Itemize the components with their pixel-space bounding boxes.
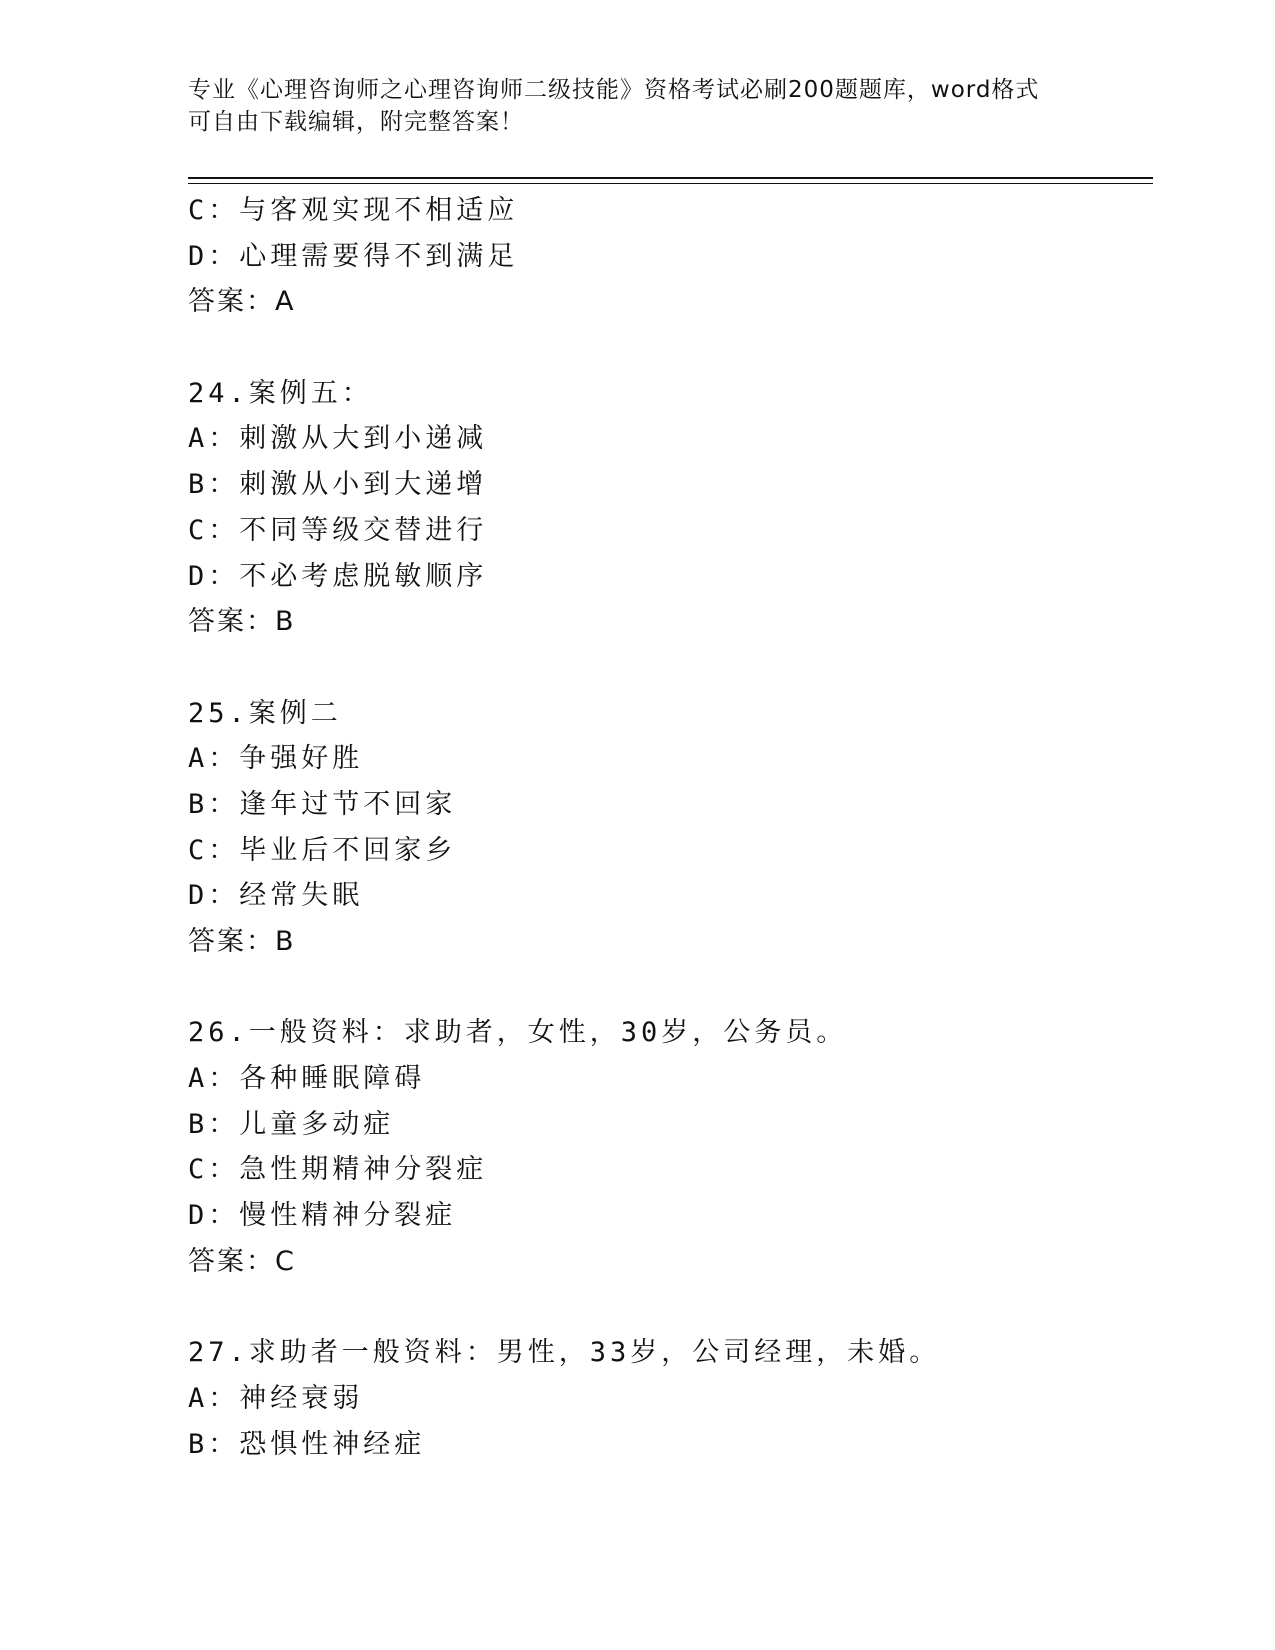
option-d: D：慢性精神分裂症 <box>188 1200 457 1232</box>
question-text: 25.案例二 <box>188 697 342 729</box>
question-block-26 <box>188 1010 1148 1284</box>
header-title-line-2: 可自由下载编辑，附完整答案！ <box>188 109 524 135</box>
header-title-line-1: 专业《心理咨询师之心理咨询师二级技能》资格考试必刷200题题库，word格式 <box>188 77 1040 103</box>
option-a: A：争强好胜 <box>188 743 364 775</box>
question-text: 27.求助者一般资料：男性，33岁，公司经理，未婚。 <box>188 1337 941 1369</box>
spacer <box>188 965 1148 1011</box>
answer-line: 答案：A <box>188 286 296 318</box>
answer-line: 答案：B <box>188 606 296 638</box>
spacer <box>188 325 1148 371</box>
header-divider-thick <box>188 177 1153 179</box>
question-text: 24.案例五： <box>188 377 373 409</box>
option-d: D：心理需要得不到满足 <box>188 240 519 272</box>
header-divider-thin <box>188 183 1153 184</box>
spacer <box>188 645 1148 691</box>
option-c: C：不同等级交替进行 <box>188 514 488 546</box>
question-list <box>188 188 1148 1467</box>
question-text: 26.一般资料：求助者，女性，30岁，公务员。 <box>188 1017 848 1049</box>
option-d: D：经常失眠 <box>188 880 364 912</box>
option-d: D：不必考虑脱敏顺序 <box>188 560 488 592</box>
option-b: B：儿童多动症 <box>188 1108 395 1140</box>
question-block-27 <box>188 1330 1148 1467</box>
document-header <box>188 74 1088 138</box>
option-c: C：急性期精神分裂症 <box>188 1154 488 1186</box>
question-block-23 <box>188 188 1148 325</box>
option-a: A：神经衰弱 <box>188 1382 364 1414</box>
option-b: B：刺激从小到大递增 <box>188 469 488 501</box>
option-a: A：刺激从大到小递减 <box>188 423 488 455</box>
answer-line: 答案：B <box>188 926 296 957</box>
option-b: B：逢年过节不回家 <box>188 788 457 820</box>
option-c: C：毕业后不回家乡 <box>188 834 457 866</box>
option-b: B：恐惧性神经症 <box>188 1428 426 1460</box>
option-c: C：与客观实现不相适应 <box>188 195 519 226</box>
question-block-25 <box>188 691 1148 965</box>
answer-line: 答案：C <box>188 1245 296 1277</box>
spacer <box>188 1285 1148 1331</box>
option-a: A：各种睡眠障碍 <box>188 1063 426 1095</box>
question-block-24 <box>188 371 1148 645</box>
